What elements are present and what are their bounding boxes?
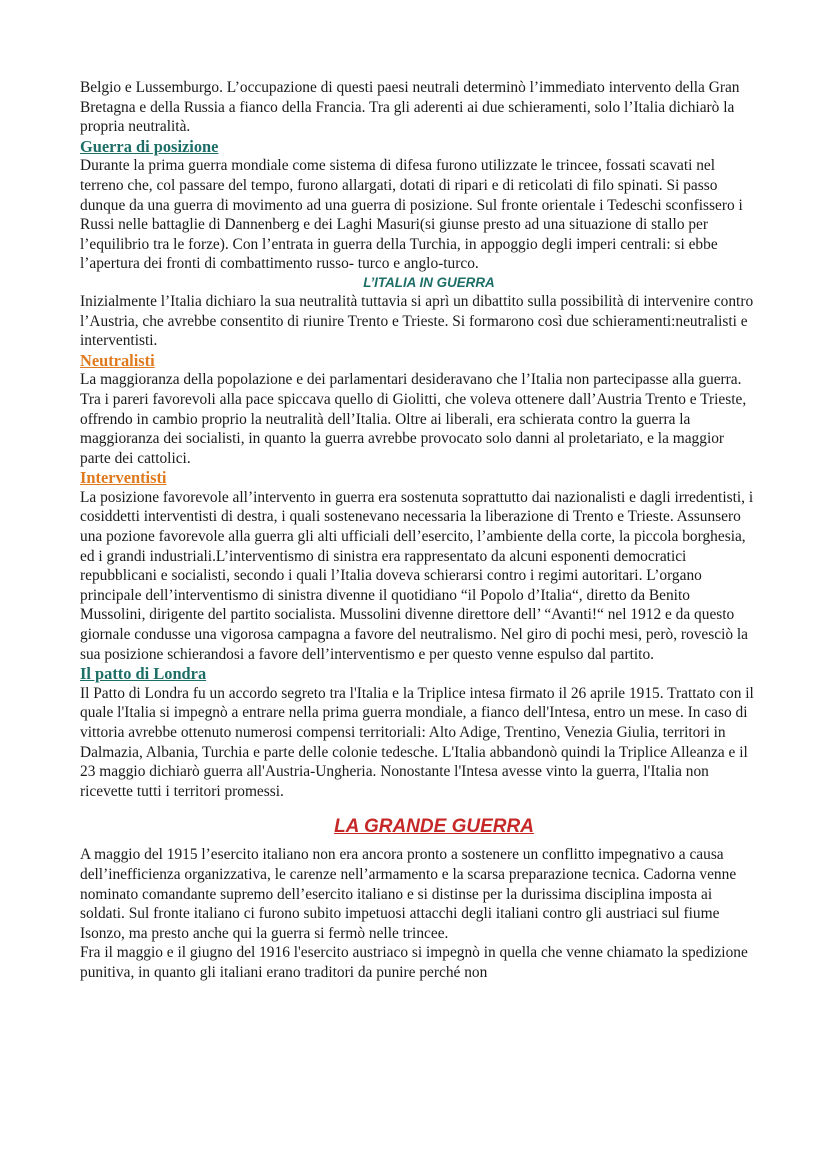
- heading-la-grande-guerra: LA GRANDE GUERRA: [334, 816, 534, 838]
- paragraph-interventisti: La posizione favorevole all’intervento in guerra era sostenuta soprattutto dai nazionalisti e dagli irredentisti, i cosiddetti interventisti di destra, i quali sostenevano necessaria la liberazione di Trento e Trieste. Assunsero una pozione favorevole alla guerra gli alti ufficiali dell’esercito, l’ambiente della corte, la piccola borghesia, ed i grandi industriali.L’interventismo di sinistra era rappresentato da alcuni esponenti democratici repubblicani e socialisti, secondo i quali l’Italia doveva schierarsi contro i regimi autoritari. L’organo principale dell’interventismo di sinistra divenne il quotidiano “il Popolo d’Italia“, diretto da Benito Mussolini, dirigente del partito socialista. Mussolini divenne direttore dell’ “Avanti!“ nel 1912 e da questo giornale condusse una vigorosa campagna a favore del neutralismo. Nel giro di pochi mesi, però, rovesciò la sua posizione schierandosi a favore dell’interventismo e per questo venne espulso dal partito.: [80, 488, 754, 663]
- heading-guerra-di-posizione: Guerra di posizione: [80, 136, 219, 156]
- paragraph-grande-guerra-1: A maggio del 1915 l’esercito italiano non era ancora pronto a sostenere un conflitto impegnativo a causa dell’inefficienza organizzativa, le carenze nell’armamento e la scarsa preparazione tecnica. Cadorna venne nominato comandante supremo dell’esercito italiano e si distinse per la durissima disciplina imposta ai soldati. Sul fronte italiano ci furono subito impetuosi attacchi degli italiani contro gli austriaci sul fiume Isonzo, ma presto anche qui la guerra si fermò nelle trincee.: [80, 846, 737, 942]
- paragraph-italia-in-guerra: Inizialmente l’Italia dichiaro la sua neutralità tuttavia si aprì un dibattito sulla possibilità di intervenire contro l’Austria, che avrebbe consentito di riunire Trento e Trieste. Si formarono così due schieramenti:neutralisti e interventisti.: [80, 292, 754, 350]
- heading-italia-in-guerra: L’ITALIA IN GUERRA: [363, 274, 495, 290]
- heading-interventisti: Interventisti: [80, 468, 167, 488]
- paragraph-patto-di-londra: Il Patto di Londra fu un accordo segreto tra l'Italia e la Triplice intesa firmato il 26 aprile 1915. Trattato con il quale l'Italia si impegnò a entrare nella prima guerra mondiale, a fianco dell'Intesa, entro un mese. In caso di vittoria avrebbe ottenuto numerosi compensi territoriali: Alto Adige, Trentino, Venezia Giulia, territori in Dalmazia, Albania, Turchia e parte delle colonie tedesche. L'Italia abbandonò quindi la Triplice Alleanza e il 23 maggio dichiarò guerra all'Austria-Ungheria. Nonostante l'Intesa avesse vinto la guerra, l'Italia non ricevette tutti i territori promessi.: [80, 684, 754, 800]
- heading-patto-di-londra: Il patto di Londra: [80, 664, 207, 684]
- heading-neutralisti: Neutralisti: [80, 350, 155, 370]
- paragraph-grande-guerra-2: Fra il maggio e il giugno del 1916 l'esercito austriaco si impegnò in quella che venne chiamato la spedizione punitiva, in quanto gli italiani erano traditori da punire perché non: [80, 944, 748, 981]
- intro-paragraph: Belgio e Lussemburgo. L’occupazione di questi paesi neutrali determinò l’immediato intervento della Gran Bretagna e della Russia a fianco della Francia. Tra gli aderenti ai due schieramenti, solo l’Italia dichiarò la propria neutralità.: [80, 79, 740, 136]
- paragraph-neutralisti: La maggioranza della popolazione e dei parlamentari desideravano che l’Italia non partecipasse alla guerra. Tra i pareri favorevoli alla pace spiccava quello di Giolitti, che voleva ottenere dall’Austria Trento e Trieste, offrendo in cambio proprio la neutralità dell’Italia. Oltre ai liberali, era schierata contro la guerra la maggioranza dei socialisti, in quanto la guerra avrebbe provocato solo danni al proletariato, e la maggior parte dei cattolici.: [80, 371, 747, 467]
- paragraph-guerra-di-posizione: Durante la prima guerra mondiale come sistema di difesa furono utilizzate le trincee, fossati scavati nel terreno che, col passare del tempo, furono allargati, dotati di ripari e di reticolati di filo spinati. Si passo dunque da una guerra di movimento ad una guerra di posizione. Sul fronte orientale i Tedeschi sconfissero i Russi nelle battaglie di Dannenberg e dei Laghi Masuri(si giunse presto ad una situazione di stallo per l’equilibrio tra le forze). Con l’entrata in guerra della Turchia, in appoggio degli imperi centrali: si ebbe l’apertura dei fronti di combattimento russo- turco e anglo-turco.: [80, 157, 743, 273]
